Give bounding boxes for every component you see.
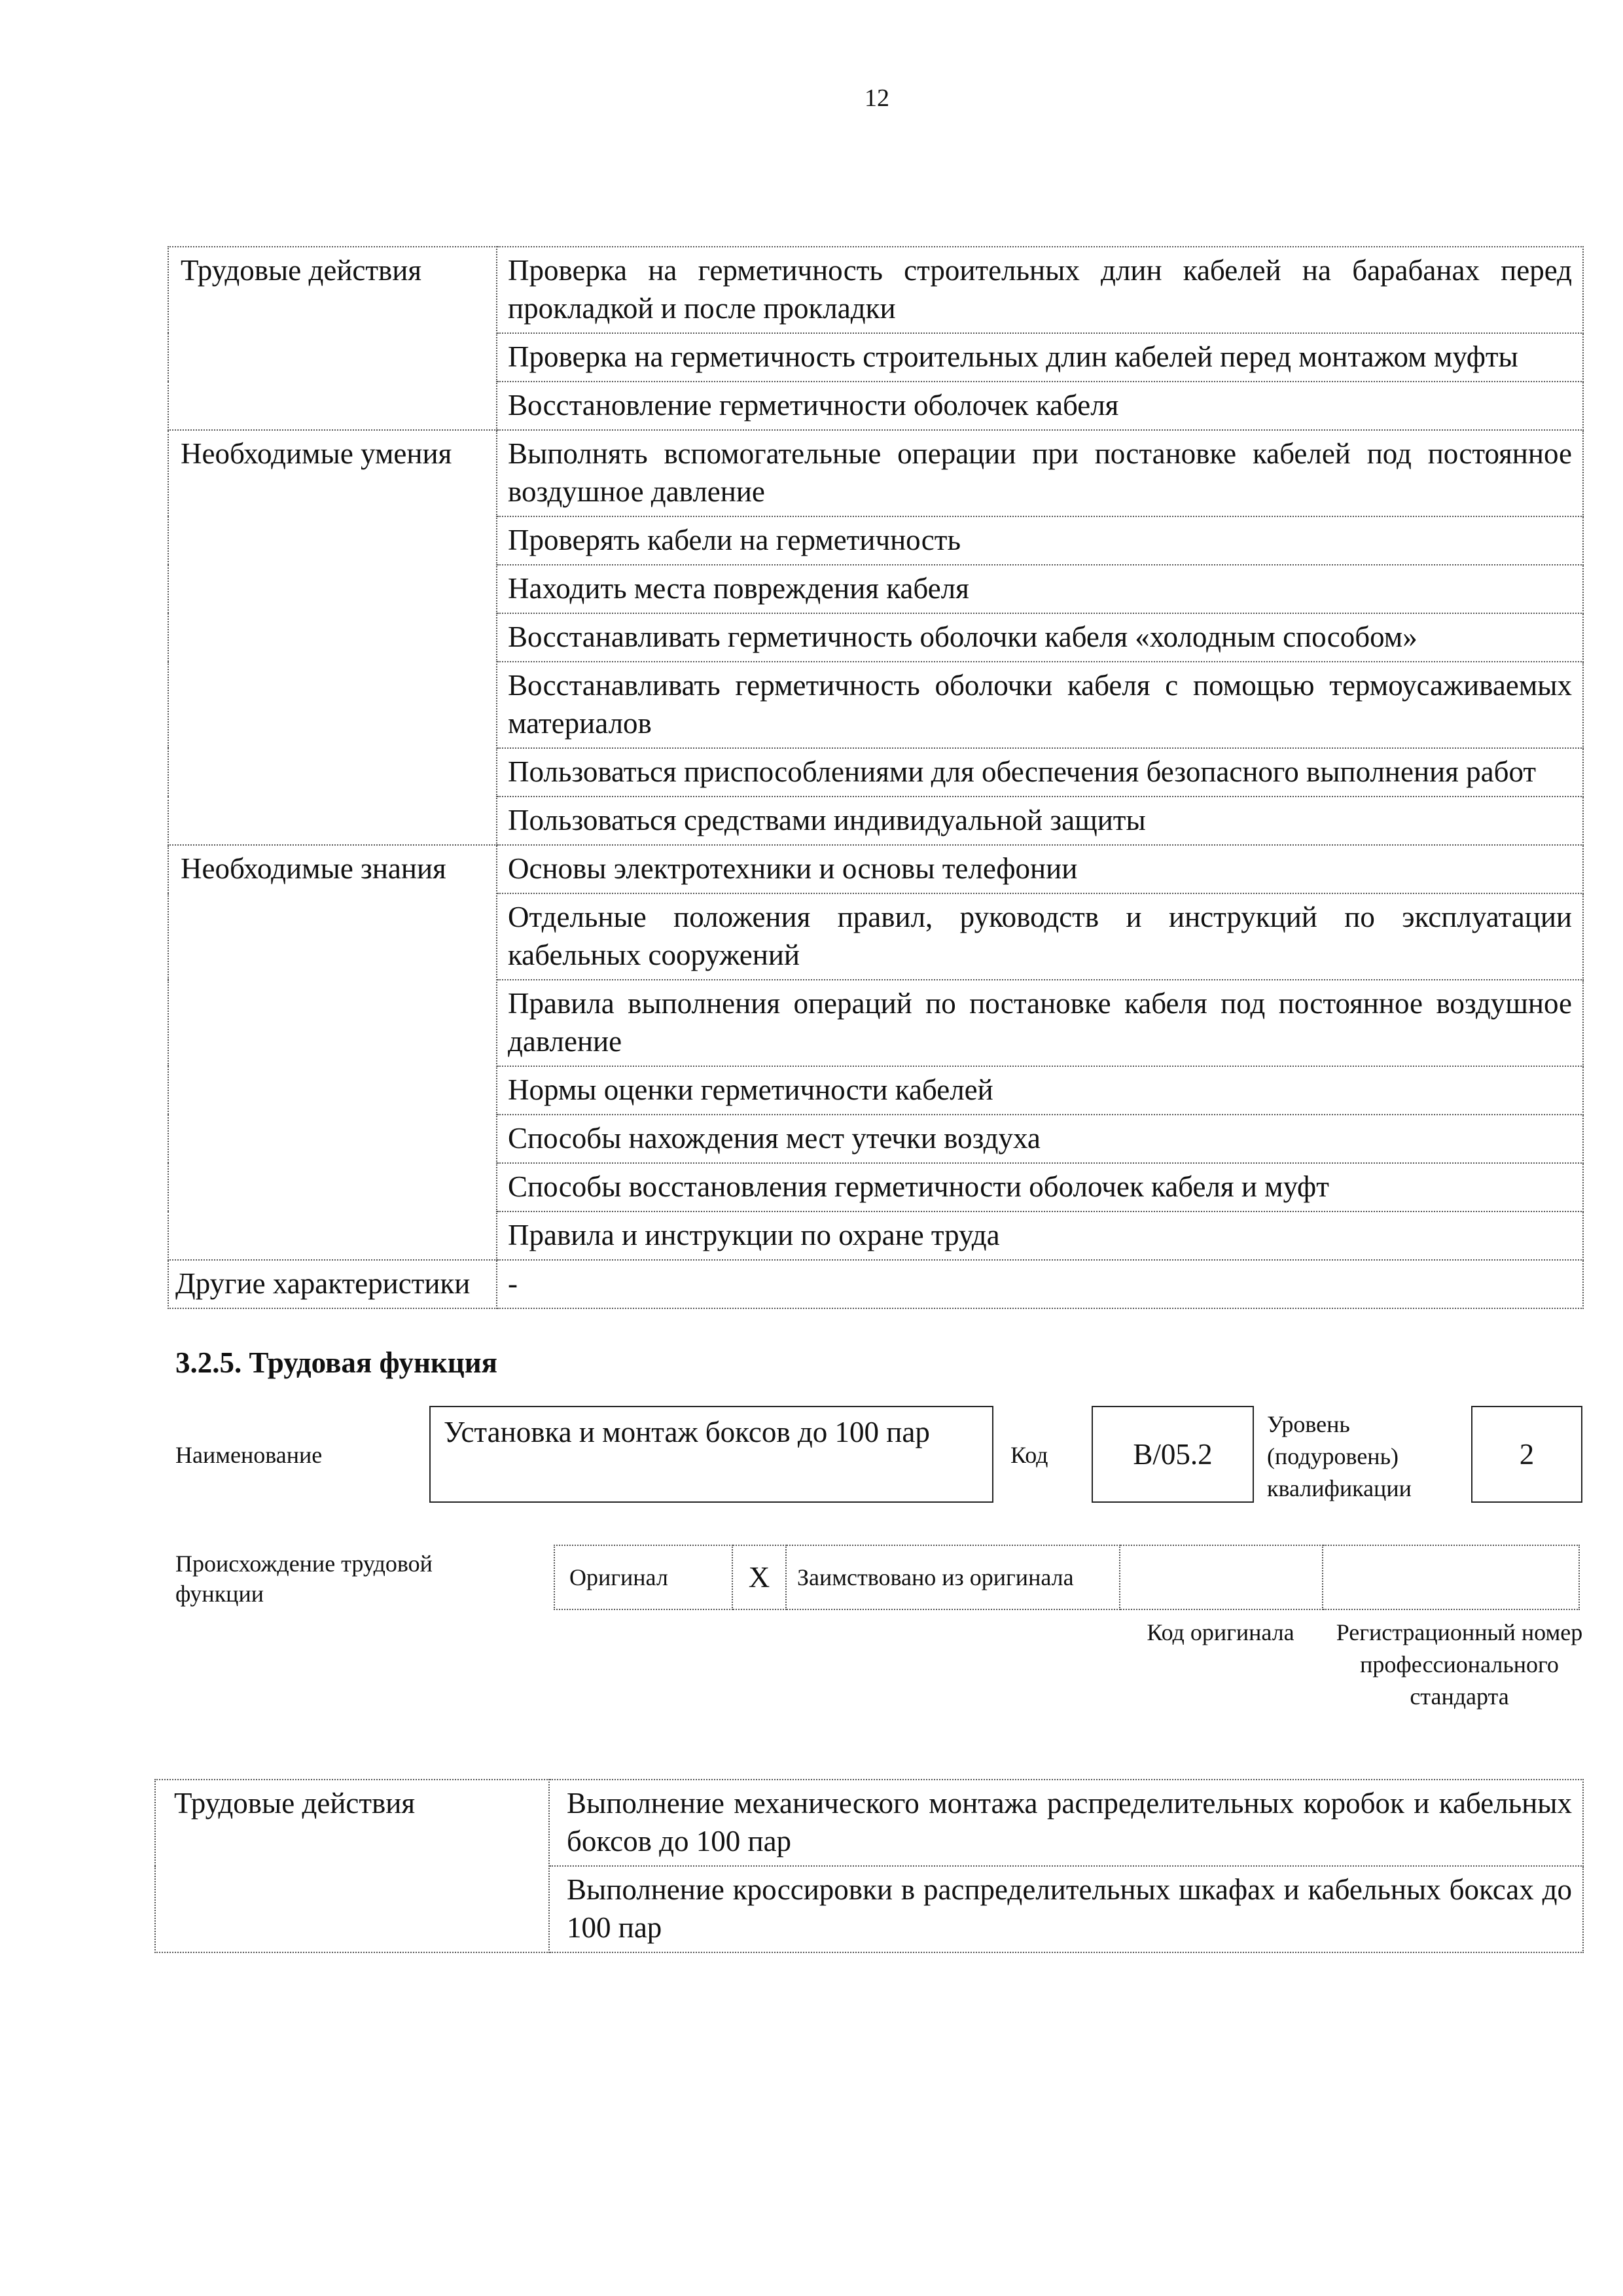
list-item: Пользоваться приспособлениями для обеспечения безопасного выполнения работ	[497, 748, 1583, 797]
original-mark: X	[732, 1545, 786, 1609]
code-label: Код	[1010, 1442, 1048, 1468]
name-label: Наименование	[175, 1442, 323, 1468]
list-item: Правила выполнения операций по постановке кабеля под постоянное воздушное давление	[497, 980, 1583, 1066]
labor-actions-table	[154, 1779, 1584, 1953]
list-item: Способы нахождения мест утечки воздуха	[497, 1115, 1583, 1163]
list-item: Восстанавливать герметичность оболочки кабеля «холодным способом»	[497, 613, 1583, 662]
list-item: Проверять кабели на герметичность	[497, 516, 1583, 565]
list-item: Выполнение механического монтажа распределительных коробок и кабельных боксов до 100 пар	[549, 1780, 1583, 1866]
table-row	[168, 1260, 1583, 1308]
function-name-box	[429, 1406, 993, 1503]
list-item: Выполнение кроссировки в распределительных шкафах и кабельных боксах до 100 пар	[549, 1866, 1583, 1952]
original-code-caption: Код оригинала	[1147, 1619, 1294, 1645]
function-name-value: Установка и монтаж боксов до 100 пар	[444, 1416, 930, 1448]
row-label-other-characteristics: Другие характеристики	[168, 1260, 497, 1308]
original-label: Оригинал	[554, 1545, 732, 1609]
list-item: Выполнять вспомогательные операции при постановке кабелей под постоянное воздушное давление	[497, 430, 1583, 516]
registration-number-caption: Регистрационный номер профессионального стандарта	[1336, 1619, 1583, 1710]
table-row	[168, 430, 1583, 516]
registration-number-cell	[1323, 1545, 1579, 1609]
list-item: Пользоваться средствами индивидуальной защиты	[497, 797, 1583, 845]
list-item: Проверка на герметичность строительных длин кабелей перед монтажом муфты	[497, 333, 1583, 382]
function-code-box	[1092, 1406, 1254, 1503]
table-row	[168, 247, 1583, 333]
list-item: Правила и инструкции по охране труда	[497, 1211, 1583, 1260]
table-row	[168, 845, 1583, 893]
row-label-required-knowledge: Необходимые знания	[168, 845, 497, 1260]
list-item: Восстанавливать герметичность оболочки кабеля с помощью термоусаживаемых материалов	[497, 662, 1583, 748]
table-row	[554, 1545, 1579, 1609]
list-item: Способы восстановления герметичности оболочек кабеля и муфт	[497, 1163, 1583, 1211]
competency-table	[168, 246, 1584, 1309]
original-code-cell	[1120, 1545, 1323, 1609]
list-item: Проверка на герметичность строительных длин кабелей на барабанах перед прокладкой и после прокладки	[497, 247, 1583, 333]
row-label-required-skills: Необходимые умения	[168, 430, 497, 845]
list-item: Находить места повреждения кабеля	[497, 565, 1583, 613]
list-item: Основы электротехники и основы телефонии	[497, 845, 1583, 893]
level-value: 2	[1519, 1438, 1535, 1471]
table-row	[155, 1780, 1583, 1866]
row-label-labor-actions: Трудовые действия	[168, 247, 497, 430]
list-item: Нормы оценки герметичности кабелей	[497, 1066, 1583, 1115]
list-item: Отдельные положения правил, руководств и инструкций по эксплуатации кабельных сооружений	[497, 893, 1583, 980]
row-label-labor-actions: Трудовые действия	[155, 1780, 549, 1952]
borrowed-label: Заимствовано из оригинала	[786, 1545, 1120, 1609]
page-number: 12	[865, 84, 889, 112]
section-title: 3.2.5. Трудовая функция	[175, 1346, 498, 1379]
function-code-value: В/05.2	[1133, 1438, 1213, 1471]
origin-table	[554, 1545, 1580, 1610]
level-label: Уровень (подуровень) квалификации	[1267, 1411, 1412, 1501]
level-box	[1471, 1406, 1582, 1503]
list-item: -	[497, 1260, 1583, 1308]
list-item: Восстановление герметичности оболочек кабеля	[497, 382, 1583, 430]
origin-label: Происхождение трудовой функции	[175, 1551, 433, 1607]
